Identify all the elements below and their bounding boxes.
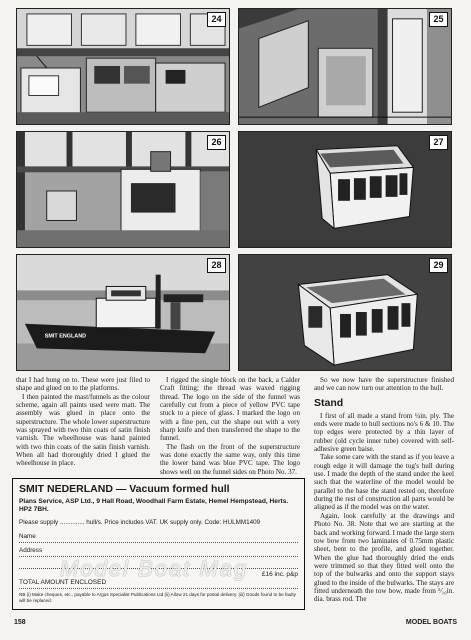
bridge-interior-image: [17, 9, 229, 124]
paragraph: The flash on the front of the superstructure was done exactly the same way, only this time the lower band was blue PVC tape. The logo shows well on the funnel sides on Photo No. 37.: [160, 442, 300, 476]
order-form-price: £16 inc. p&p: [261, 571, 298, 578]
photo-28-tug-at-quay: [16, 254, 230, 371]
photo-24-bridge-interior: [16, 8, 230, 125]
order-form-coupon: [12, 478, 305, 610]
address-label: Address: [19, 547, 43, 554]
tug-image: [17, 255, 229, 370]
photo-26-bridge-console: [16, 131, 230, 248]
order-form-notes: NB (i) Make cheques, etc., payable to Argus Specialist Publications Ltd (ii) Allow 21 days for postal delivery. (iii) Goods found to be faulty will be replaced.: [19, 592, 296, 603]
text-column-2: [160, 376, 300, 476]
photo-27-wheelhouse-model: [238, 131, 452, 248]
photo-number-28: 28: [207, 258, 226, 273]
photo-25-wheelhouse-door: [238, 8, 452, 125]
wheelhouse-model-image: [239, 132, 451, 247]
text-column-1: [16, 376, 150, 468]
name-label: Name: [19, 533, 36, 540]
bridge-console-image: [17, 132, 229, 247]
name-field[interactable]: [19, 531, 298, 543]
paragraph: that I had hung on to. These were just filed to shape and glued on to the platforms.: [16, 376, 150, 393]
wheelhouse-door-image: [239, 9, 451, 124]
magazine-name: MODEL BOATS: [405, 619, 457, 626]
paragraph: Take some care with the stand as if you leave a rough edge it will damage the tug's hull during use. I made the depth of the stand under the keel such that the waterline of the model would be parallel to the base the stand rested on, therefore during the rest of construction all parts would be aligned as if the model was on the water.: [314, 453, 454, 512]
boat-name-lettering: SMIT ENGLAND: [44, 333, 87, 340]
text-column-3: [314, 376, 454, 604]
photo-number-29: 29: [429, 258, 448, 273]
total-amount-label: TOTAL AMOUNT ENCLOSED: [19, 579, 107, 586]
order-form-address: Plans Service, ASP Ltd., 9 Hall Road, Woodhall Farm Estate, Hemel Hempstead, Herts. HP2 7BH.: [19, 498, 289, 513]
photo-number-24: 24: [207, 12, 226, 27]
watermark: Model Boat Mag: [60, 556, 249, 581]
photo-number-26: 26: [207, 135, 226, 150]
order-form-title: SMIT NEDERLAND — Vacuum formed hull: [19, 483, 230, 495]
paragraph: I rigged the single block on the back, a Calder Craft fitting; the thread was waxed rigging thread. The logo on the side of the funnel was carefully cut from a piece of yellow PVC tape stuck to a piece of glass. I marked the logo on with a fine pen, cut the shape out with a very sharp knife and then transferred the shape to the funnel.: [160, 376, 300, 443]
photo-number-27: 27: [429, 135, 448, 150]
photo-number-25: 25: [429, 12, 448, 27]
paragraph: I then painted the mast/funnels as the colour scheme, again all paints used were matt. The assembly was glued in place onto the superstructure. The whole lower superstructure was sprayed with two thin coats of satin finish varnish. The wheelhouse was hand painted with two thin coats of the satin finish varnish. When all had thoroughly dried I glued the wheelhouse in place.: [16, 392, 150, 468]
page-number: 158: [14, 619, 26, 626]
paragraph: So we now have the superstructure finished and we can now turn our attention to the hull.: [314, 376, 454, 393]
order-form-supply-line: Please supply .............. hull/s. Price includes VAT. UK supply only. Code: HULMM1409: [19, 519, 261, 526]
paragraph: I first of all made a stand from ¼in. ply. The ends were made to hull sections no's 6 & 10. The top edges were protected by a thin layer of rubber (old cycle inner tube) covered with self-adhesive green baise.: [314, 411, 454, 454]
paragraph: Again, look carefully at the drawings and Photo No. 38. Note that we are starting at the back and working forward. I made the large stern tow bow from two laminates of 0.75mm plastic sheet, bent to the profile, and glued together. When the glue had thoroughly dried the ends were trimmed so that they fitted well onto the top of the bulwarks and onto the support stays glued to the inside of the bulwarks. The stays are fitted underneath the tow bow, made from ⁵⁄₁₆in. dia. brass rod. The: [314, 511, 454, 604]
photo-29-wheelhouse-model-angled: [238, 254, 452, 371]
wheelhouse-model-angled-image: [239, 255, 451, 370]
section-heading-stand: Stand: [314, 396, 344, 409]
